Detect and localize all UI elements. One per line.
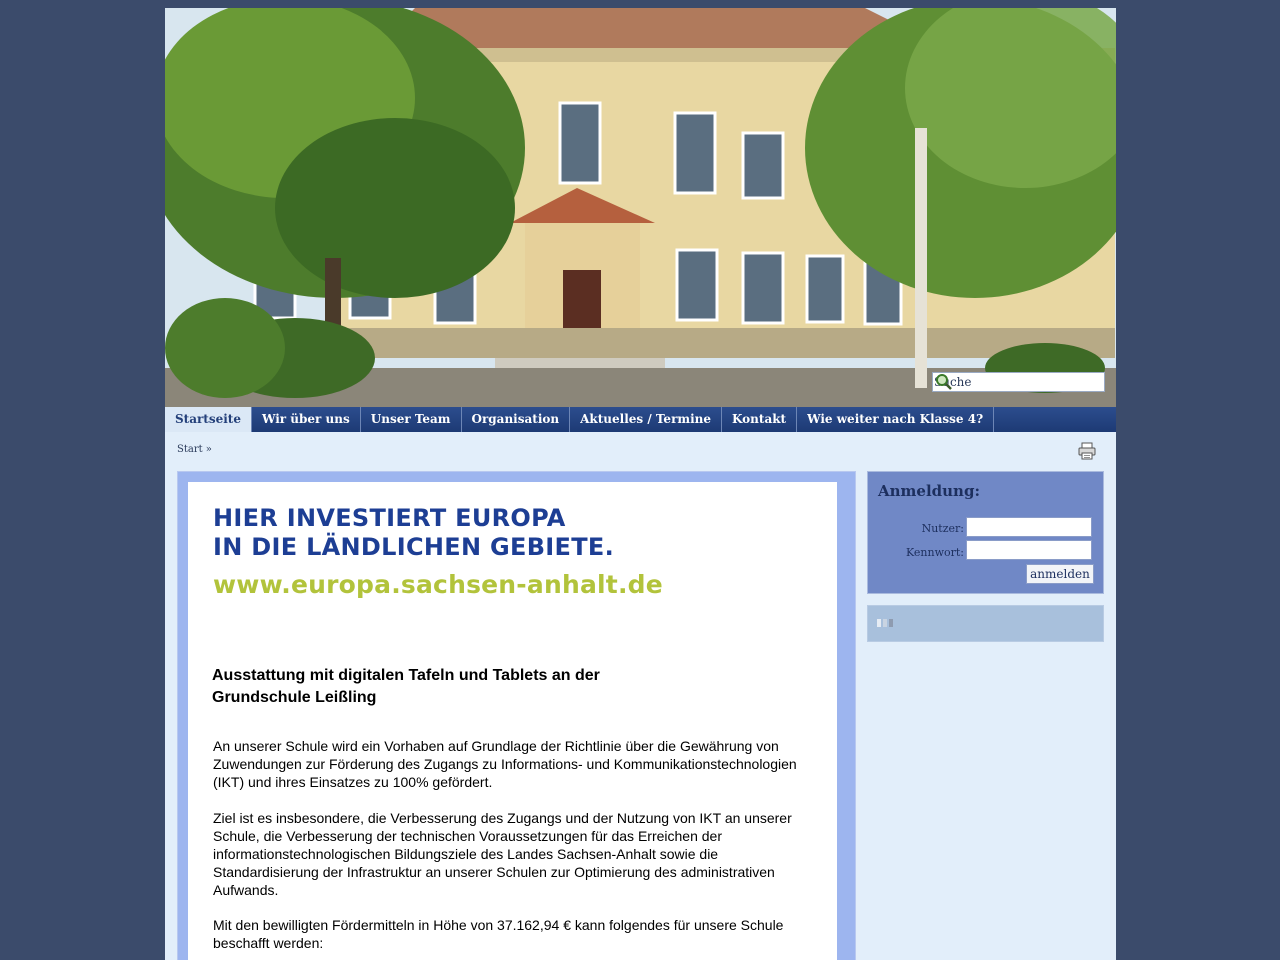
nav-item-startseite[interactable]: Startseite xyxy=(165,407,252,432)
eu-banner-heading xyxy=(213,504,614,562)
article-content xyxy=(188,482,837,960)
article-paragraph-2: Ziel ist es insbesondere, die Verbesserung des Zugangs und der Nutzung von IKT an unserer Schule, die Verbesserung der technischen Voraussetzungen für das Erreichen der informationstechnologischen Bildungsziele des Landes Sachsen-Anhalt sowie die Standardisierung der Infrastruktur an unserer Schulen zur Optimierung des administrativen Aufwands. xyxy=(213,810,792,898)
school-building-photo xyxy=(165,8,1116,407)
main-navigation xyxy=(165,407,1116,432)
print-icon[interactable] xyxy=(1078,442,1096,460)
search-icon xyxy=(935,373,953,391)
password-label: Kennwort: xyxy=(905,546,964,559)
login-button[interactable]: anmelden xyxy=(1026,564,1094,584)
header-photo xyxy=(165,8,1116,407)
search-input[interactable] xyxy=(933,375,1082,389)
sidebar-widget xyxy=(867,605,1104,642)
nav-item-kontakt[interactable]: Kontakt xyxy=(722,407,797,432)
page-container xyxy=(165,8,1116,960)
main-content xyxy=(177,471,856,960)
article-paragraph-3: Mit den bewilligten Fördermitteln in Höhe von 37.162,94 € kann folgendes für unsere Schule beschafft werden: xyxy=(213,917,784,951)
nav-item-aktuelles-termine[interactable]: Aktuelles / Termine xyxy=(570,407,722,432)
nav-item-wir-ueber-uns[interactable]: Wir über uns xyxy=(252,407,361,432)
login-title: Anmeldung: xyxy=(878,482,980,500)
eu-banner-url: www.europa.sachsen-anhalt.de xyxy=(213,570,663,599)
article-paragraph-1: An unserer Schule wird ein Vorhaben auf Grundlage der Richtlinie über die Gewährung von Zuwendungen zur Förderung des Zugangs zu Informations- und Kommunikationstechnologien (IKT) und ihres Einsatzes zu 100% gefördert. xyxy=(213,738,797,790)
nav-item-organisation[interactable]: Organisation xyxy=(462,407,571,432)
nav-item-wie-weiter[interactable]: Wie weiter nach Klasse 4? xyxy=(797,407,994,432)
nav-item-unser-team[interactable]: Unser Team xyxy=(361,407,462,432)
username-label: Nutzer: xyxy=(921,522,964,535)
loading-widget-icon xyxy=(877,618,895,628)
article-title-line-1: Ausstattung mit digitalen Tafeln und Tablets an der xyxy=(212,667,600,684)
article-title xyxy=(212,665,732,709)
eu-banner-line-2: IN DIE LÄNDLICHEN GEBIETE. xyxy=(213,533,614,561)
password-field[interactable] xyxy=(966,540,1092,560)
eu-banner-line-1: HIER INVESTIERT EUROPA xyxy=(213,504,566,532)
search-box[interactable] xyxy=(932,372,1105,392)
breadcrumb[interactable]: Start » xyxy=(177,444,212,455)
article-title-line-2: Grundschule Leißling xyxy=(212,689,377,706)
login-panel xyxy=(867,471,1104,594)
username-field[interactable] xyxy=(966,517,1092,537)
